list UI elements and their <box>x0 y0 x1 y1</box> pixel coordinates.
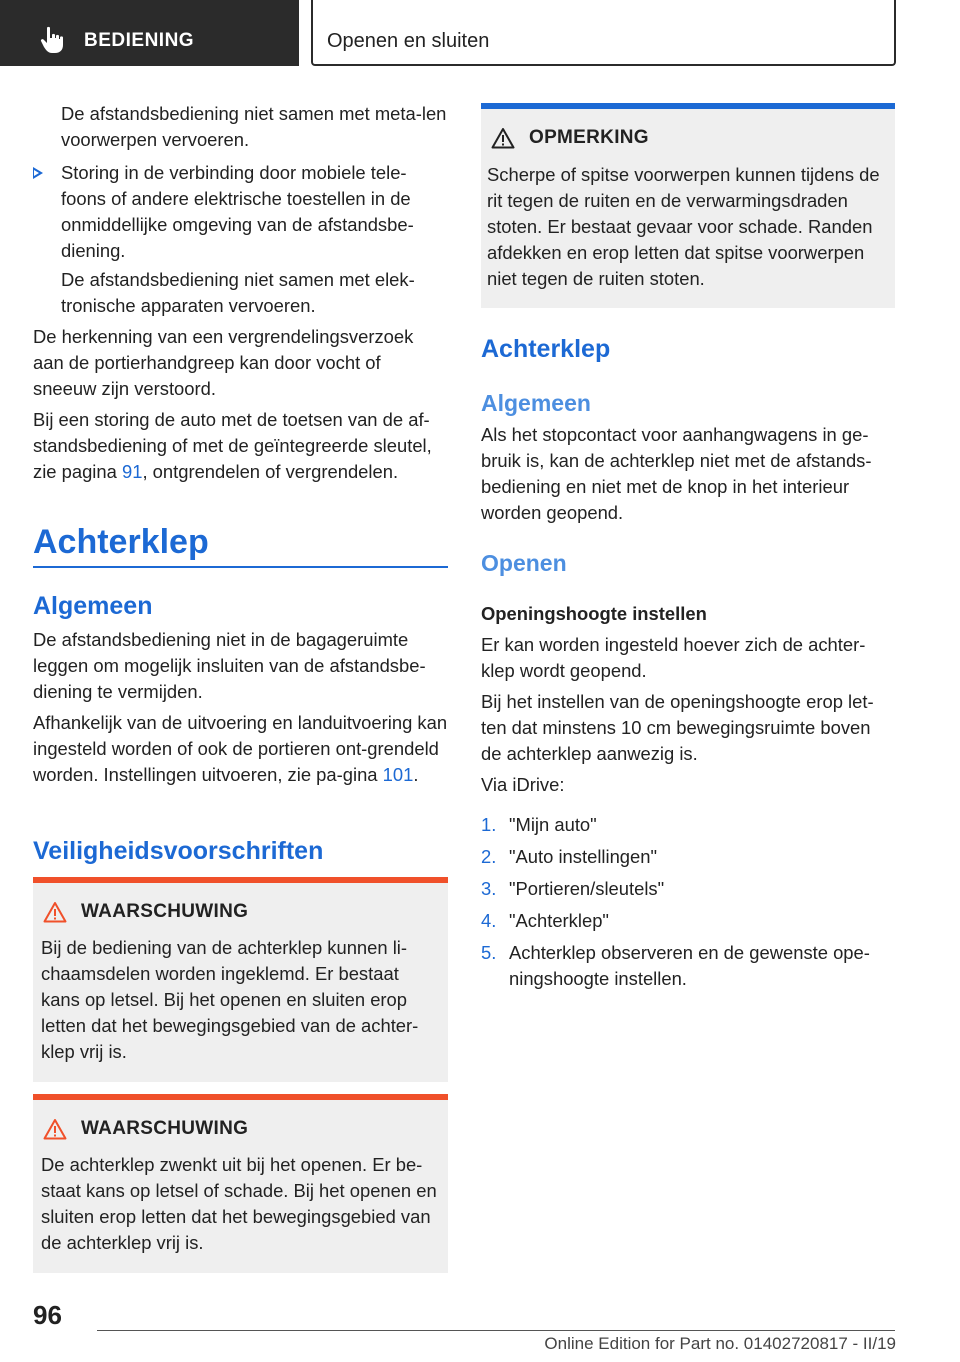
list-item: 3. "Portieren/sleutels" <box>481 878 665 899</box>
heading-veiligheidsvoorschriften: Veiligheidsvoorschriften <box>33 837 324 865</box>
list-item: 2. "Auto instellingen" <box>481 846 658 867</box>
page-link[interactable]: 101 <box>382 764 414 785</box>
warning-triangle-icon <box>43 1118 67 1140</box>
warning-box <box>33 1094 448 1273</box>
paragraph: Via iDrive: <box>481 774 565 795</box>
warning-triangle-icon <box>43 901 67 923</box>
warning-text: De achterklep zwenkt uit bij het openen. Er be-staat kans op letsel of schade. Bij het openen en sluiten erop letten dat het bewegingsgebied van de achterklep vrij is. <box>41 1154 437 1253</box>
warning-triangle-icon <box>491 127 515 149</box>
list-item: 1. "Mijn auto" <box>481 814 597 835</box>
subheading-openingshoogte: Openingshoogte instellen <box>481 603 707 624</box>
warning-text: Bij de bediening van de achterklep kunnen li-chaamsdelen worden ingeklemd. Er bestaat kans op letsel. Bij het openen en sluiten erop letten dat het bewegingsgebied van de achter-klep vrij is. <box>41 937 419 1062</box>
heading-openen: Openen <box>481 550 567 576</box>
paragraph: De herkenning van een vergrendelingsverzoek aan de portierhandgreep kan door vocht of sneeuw zijn verstoord. <box>33 326 414 399</box>
paragraph: Bij het instellen van de openingshoogte erop let-ten dat minstens 10 cm bewegingsruimte boven de achterklep aanwezig is. <box>481 691 874 764</box>
page-link[interactable]: 91 <box>121 461 143 482</box>
heading-algemeen: Algemeen <box>33 592 153 620</box>
warning-label: WAARSCHUWING <box>81 1118 249 1139</box>
triangle-bullet-icon <box>33 167 43 179</box>
warning-bar <box>33 1094 448 1100</box>
paragraph: Afhankelijk van de uitvoering en landuitvoering kan ingesteld worden of ook de portieren ont-grendeld worden. Instellingen uitvoeren, zie pa-gina 101. <box>33 712 448 785</box>
warning-label: WAARSCHUWING <box>81 901 249 922</box>
heading-algemeen: Algemeen <box>481 390 591 416</box>
header-section-tab <box>0 0 299 66</box>
list-item: 5. Achterklep observeren en de gewenste ope-ningshoogte instellen. <box>481 942 870 989</box>
paragraph: Bij een storing de auto met de toetsen van de af-standsbediening of met de geïntegreerde sleutel, zie pagina 91, ontgrendelen of vergrendelen. <box>33 409 432 482</box>
hand-pointer-icon <box>40 26 66 54</box>
chapter-title: Openen en sluiten <box>327 30 490 52</box>
paragraph: Als het stopcontact voor aanhangwagens in ge-bruik is, kan de achterklep niet met de afstands-bediening en niet met de knop in het interieur worden geopend. <box>481 424 872 523</box>
warning-header <box>43 1118 248 1140</box>
bullet-text: Storing in de verbinding door mobiele tele-foons of andere elektrische toestellen in de onmiddellijke omgeving van de afstandsbe-diening. <box>61 162 414 261</box>
bullet-item <box>33 160 448 264</box>
section-label: BEDIENING <box>84 30 195 51</box>
page-number: 96 <box>33 1300 62 1330</box>
intro-paragraph: De afstandsbediening niet samen met meta-len voorwerpen vervoeren. <box>61 103 447 150</box>
heading-achterklep: Achterklep <box>481 335 611 363</box>
warning-bar <box>33 877 448 883</box>
warning-header <box>43 901 248 923</box>
heading-rule <box>33 566 448 568</box>
note-label: OPMERKING <box>529 127 649 148</box>
footer-rule <box>97 1330 895 1331</box>
note-header <box>491 127 649 149</box>
warning-box <box>33 877 448 1082</box>
list-item: 4. "Achterklep" <box>481 910 609 931</box>
paragraph: Er kan worden ingesteld hoever zich de achter-klep wordt geopend. <box>481 634 866 681</box>
bullet-subparagraph: De afstandsbediening niet samen met elek-tronische apparaten vervoeren. <box>61 269 415 316</box>
header-title-box <box>311 0 896 66</box>
note-bar <box>481 103 895 109</box>
note-box <box>481 103 895 308</box>
footer-edition: Online Edition for Part no. 01402720817 - II/19 <box>544 1334 896 1353</box>
note-text: Scherpe of spitse voorwerpen kunnen tijdens de rit tegen de ruiten en de verwarmingsdraden stoten. Er bestaat gevaar voor schade. Randen afdekken en erop letten dat spitse voorwerpen niet tegen de ruiten stoten. <box>487 164 880 289</box>
heading-achterklep: Achterklep <box>33 523 209 561</box>
paragraph: De afstandsbediening niet in de bagageruimte leggen om mogelijk insluiten van de afstandsbe-diening te vermijden. <box>33 629 426 702</box>
